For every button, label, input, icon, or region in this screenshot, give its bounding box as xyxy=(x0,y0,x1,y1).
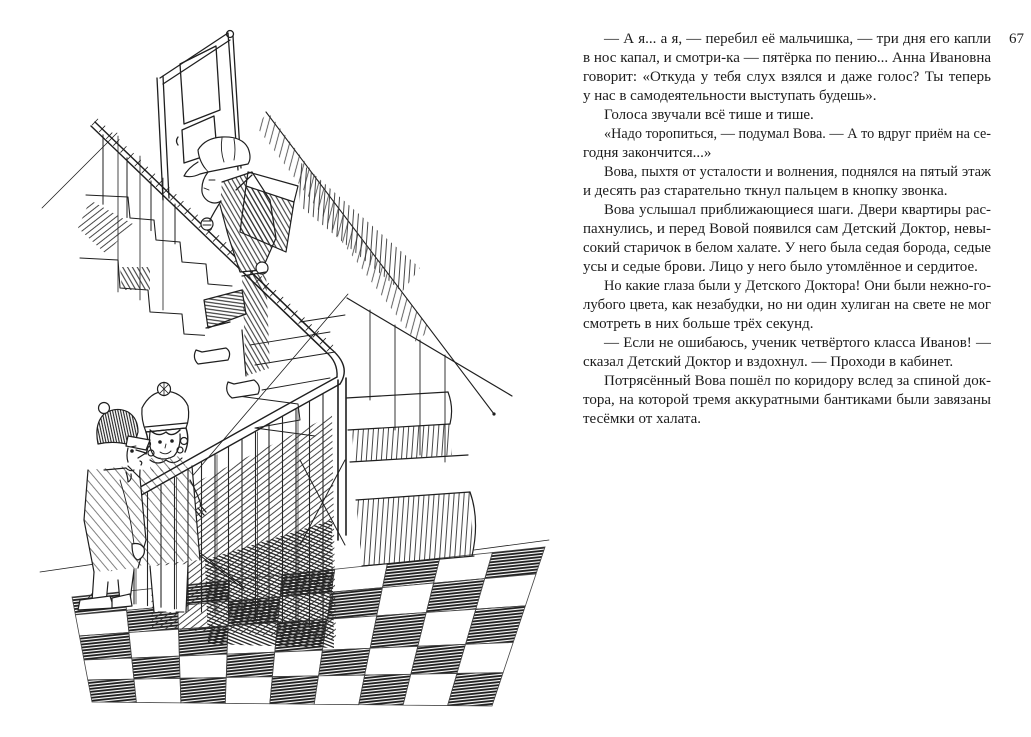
page-number: 67 xyxy=(1009,31,1024,47)
text-line: в нос капал, и смотри-ка — пятёрка по пению... Анна Ивановна xyxy=(583,50,991,66)
text-line: сокий старичок в белом халате. У него была седая борода, седые xyxy=(583,240,991,256)
text-line: и десять раз старательно ткнул пальцем в кнопку звонка. xyxy=(583,183,948,199)
wall-hatching xyxy=(256,112,496,416)
text-line: тесёмки от халата. xyxy=(583,411,702,427)
right-steps xyxy=(346,298,512,566)
text-column xyxy=(583,30,991,429)
text-line: Вова, пыхтя от усталости и волнения, поднялся на пятый этаж xyxy=(604,164,991,180)
text-line: Потрясённый Вова пошёл по коридору вслед за спиной док- xyxy=(604,373,991,389)
text-line: пахнулись, и перед Вовой появился сам Детский Доктор, невы- xyxy=(583,221,991,237)
text-line: сказал Детский Доктор и вздохнул. — Проходи в кабинет. xyxy=(583,354,954,370)
boy-on-stairs xyxy=(184,137,298,398)
text-line: Но какие глаза были у Детского Доктора! Они были нежно-го- xyxy=(604,278,991,294)
text-line: у нас в самодеятельности выступать будешь». xyxy=(583,88,877,104)
text-line: тора, на которой тремя аккуратными бантиками были завязаны xyxy=(583,392,991,408)
text-line: Вова услышал приближающиеся шаги. Двери квартиры рас- xyxy=(604,202,991,218)
text-block xyxy=(583,30,991,429)
text-line: лубого цвета, как незабудки, но ни один хулиган на свете не мог xyxy=(583,297,991,313)
text-line: годня закончится...» xyxy=(583,145,712,161)
boy-child xyxy=(78,403,150,611)
text-line: Голоса звучали всё тише и тише. xyxy=(604,107,814,123)
text-line: — А я... а я, — перебил её мальчишка, — три дня его капли xyxy=(604,31,991,47)
text-line: говорит: «Откуда у тебя слух взялся и даже голос? Ты теперь xyxy=(583,69,991,85)
text-line: смотреть в них больше трёх секунд. xyxy=(583,316,814,332)
text-line: — Если не ошибаюсь, ученик четвёртого класса Иванов! — xyxy=(604,335,991,351)
text-line: усы и седые брови. Лицо у него было утомлённое и сердитое. xyxy=(583,259,978,275)
text-line: «Надо торопиться, — подумал Вова. — А то вдруг приём на се- xyxy=(604,126,991,142)
